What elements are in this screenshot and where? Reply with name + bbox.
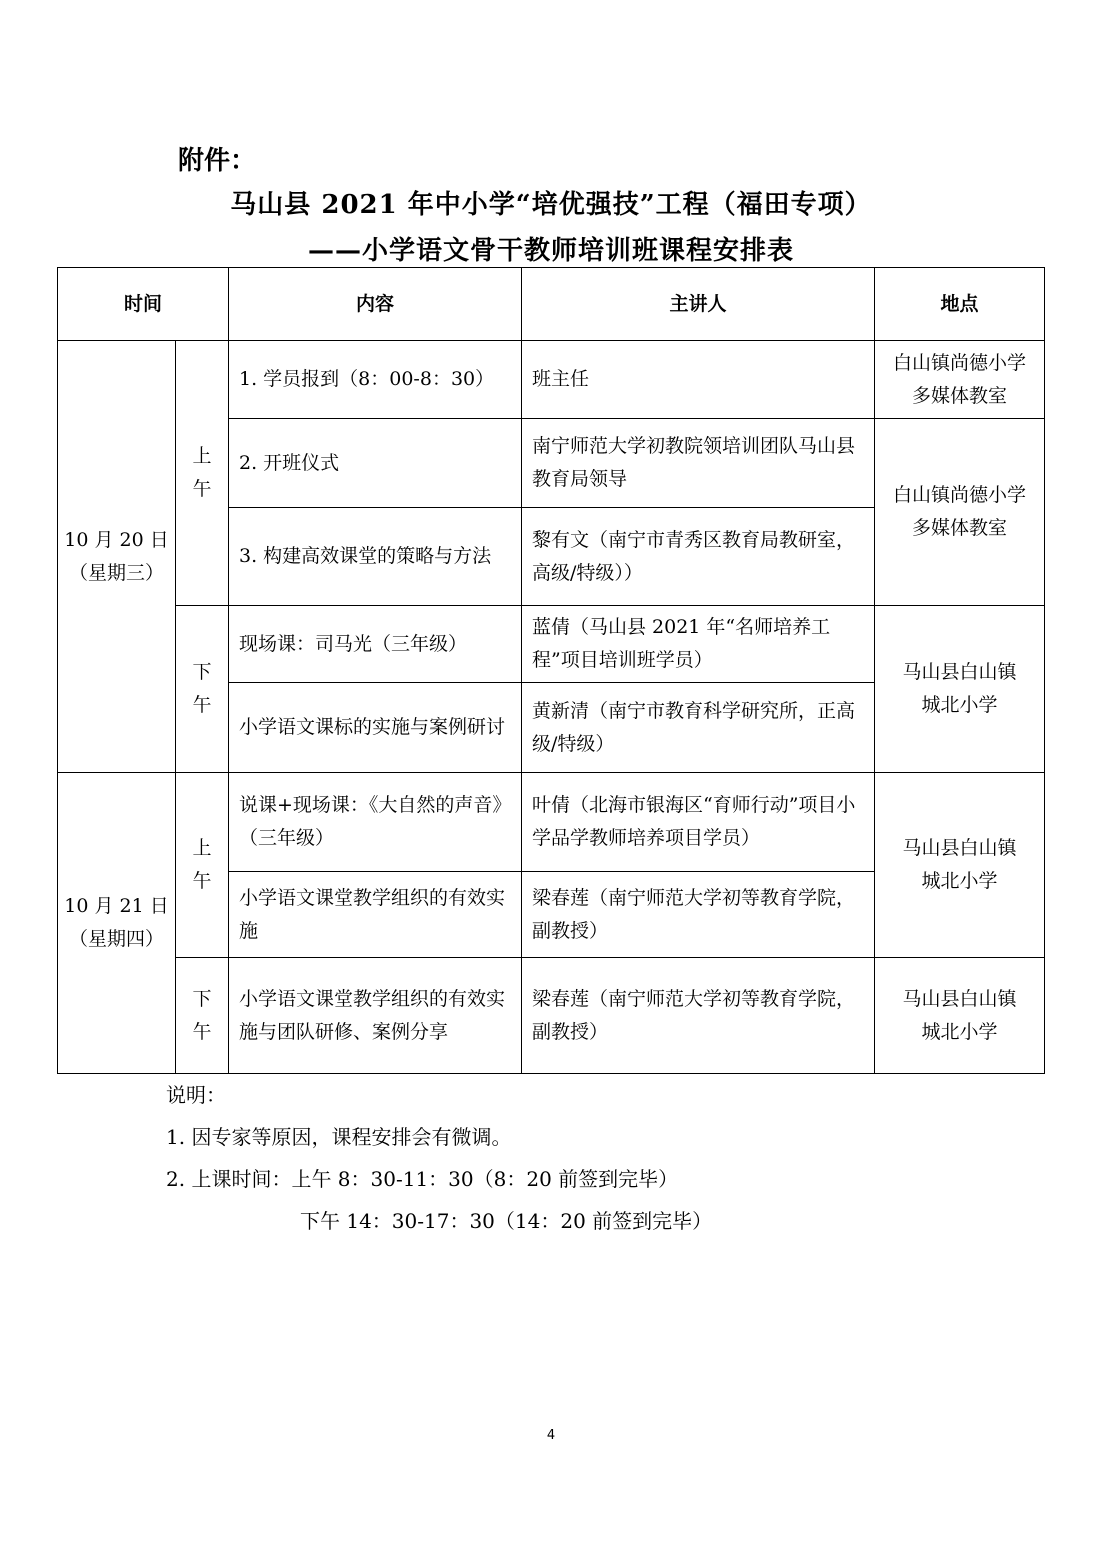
table-row (58, 958, 1045, 1074)
session-cell-afternoon (176, 606, 229, 773)
weekday-text: （星期四） (68, 928, 164, 950)
content-cell: 3. 构建高效课堂的策略与方法 (229, 508, 522, 606)
location-text: 马山县白山镇城北小学 (902, 661, 1017, 716)
content-cell: 现场课：司马光（三年级） (229, 606, 522, 683)
session-label: 上午 (192, 445, 212, 500)
location-text: 白山镇尚德小学多媒体教室 (892, 351, 1026, 407)
speaker-cell: 梁春莲（南宁师范大学初等教育学院，副教授） (522, 872, 875, 958)
location-cell (875, 419, 1045, 606)
session-label: 下午 (192, 987, 212, 1043)
speaker-cell: 蓝倩（马山县 2021 年“名师培养工程”项目培训班学员） (522, 606, 875, 683)
schedule-table (57, 267, 1045, 1074)
speaker-cell: 黎有文（南宁市青秀区教育局教研室，高级/特级）） (522, 508, 875, 606)
document-subtitle: ——小学语文骨干教师培训班课程安排表 (307, 236, 794, 266)
notes-section (166, 1074, 712, 1242)
speaker-cell: 梁春莲（南宁师范大学初等教育学院，副教授） (522, 958, 875, 1074)
location-cell (875, 958, 1045, 1074)
session-cell-afternoon (176, 958, 229, 1074)
table-row (58, 341, 1045, 419)
content-cell: 说课+现场课：《大自然的声音》（三年级） (229, 773, 522, 872)
document-title: 马山县 2021 年中小学“培优强技”工程（福田专项） (230, 190, 872, 220)
content-cell: 2. 开班仪式 (229, 419, 522, 508)
speaker-cell: 黄新清（南宁市教育科学研究所，正高级/特级） (522, 683, 875, 773)
table-row (58, 773, 1045, 872)
note-item: 2. 上课时间：上午 8：30-11：30（8：20 前签到完毕） (166, 1167, 679, 1191)
date-text: 10 月 20 日 (64, 528, 169, 551)
content-cell: 小学语文课堂教学组织的有效实施与团队研修、案例分享 (229, 958, 522, 1074)
location-text: 白山镇尚德小学多媒体教室 (892, 484, 1026, 539)
content-cell: 1. 学员报到（8：00-8：30） (229, 341, 522, 419)
location-cell (875, 606, 1045, 773)
content-cell: 小学语文课标的实施与案例研讨 (229, 683, 522, 773)
location-cell (875, 773, 1045, 958)
location-cell (875, 341, 1045, 419)
speaker-cell: 南宁师范大学初教院领培训团队马山县教育局领导 (522, 419, 875, 508)
note-item: 1. 因专家等原因，课程安排会有微调。 (166, 1125, 512, 1149)
location-text: 马山县白山镇城北小学 (902, 987, 1017, 1043)
header-content: 内容 (229, 268, 522, 341)
table-row (58, 606, 1045, 683)
date-cell (58, 341, 176, 773)
notes-heading: 说明： (166, 1083, 226, 1107)
speaker-cell: 班主任 (522, 341, 875, 419)
session-cell-morning (176, 341, 229, 606)
speaker-cell: 叶倩（北海市银海区“育师行动”项目小学品学教师培养项目学员） (522, 773, 875, 872)
header-speaker: 主讲人 (522, 268, 875, 341)
header-time: 时间 (58, 268, 229, 341)
content-cell: 小学语文课堂教学组织的有效实施 (229, 872, 522, 958)
date-text: 10 月 21 日 (64, 895, 169, 917)
page-number: 4 (546, 1428, 556, 1443)
note-item: 下午 14：30-17：30（14：20 前签到完毕） (300, 1209, 713, 1233)
session-cell-morning (176, 773, 229, 958)
session-label: 上午 (192, 837, 212, 892)
session-label: 下午 (192, 661, 212, 716)
date-cell (58, 773, 176, 1074)
location-text: 马山县白山镇城北小学 (902, 837, 1017, 892)
header-location: 地点 (875, 268, 1045, 341)
table-header-row (58, 268, 1045, 341)
attachment-label: 附件： (178, 146, 257, 176)
weekday-text: （星期三） (68, 561, 164, 584)
